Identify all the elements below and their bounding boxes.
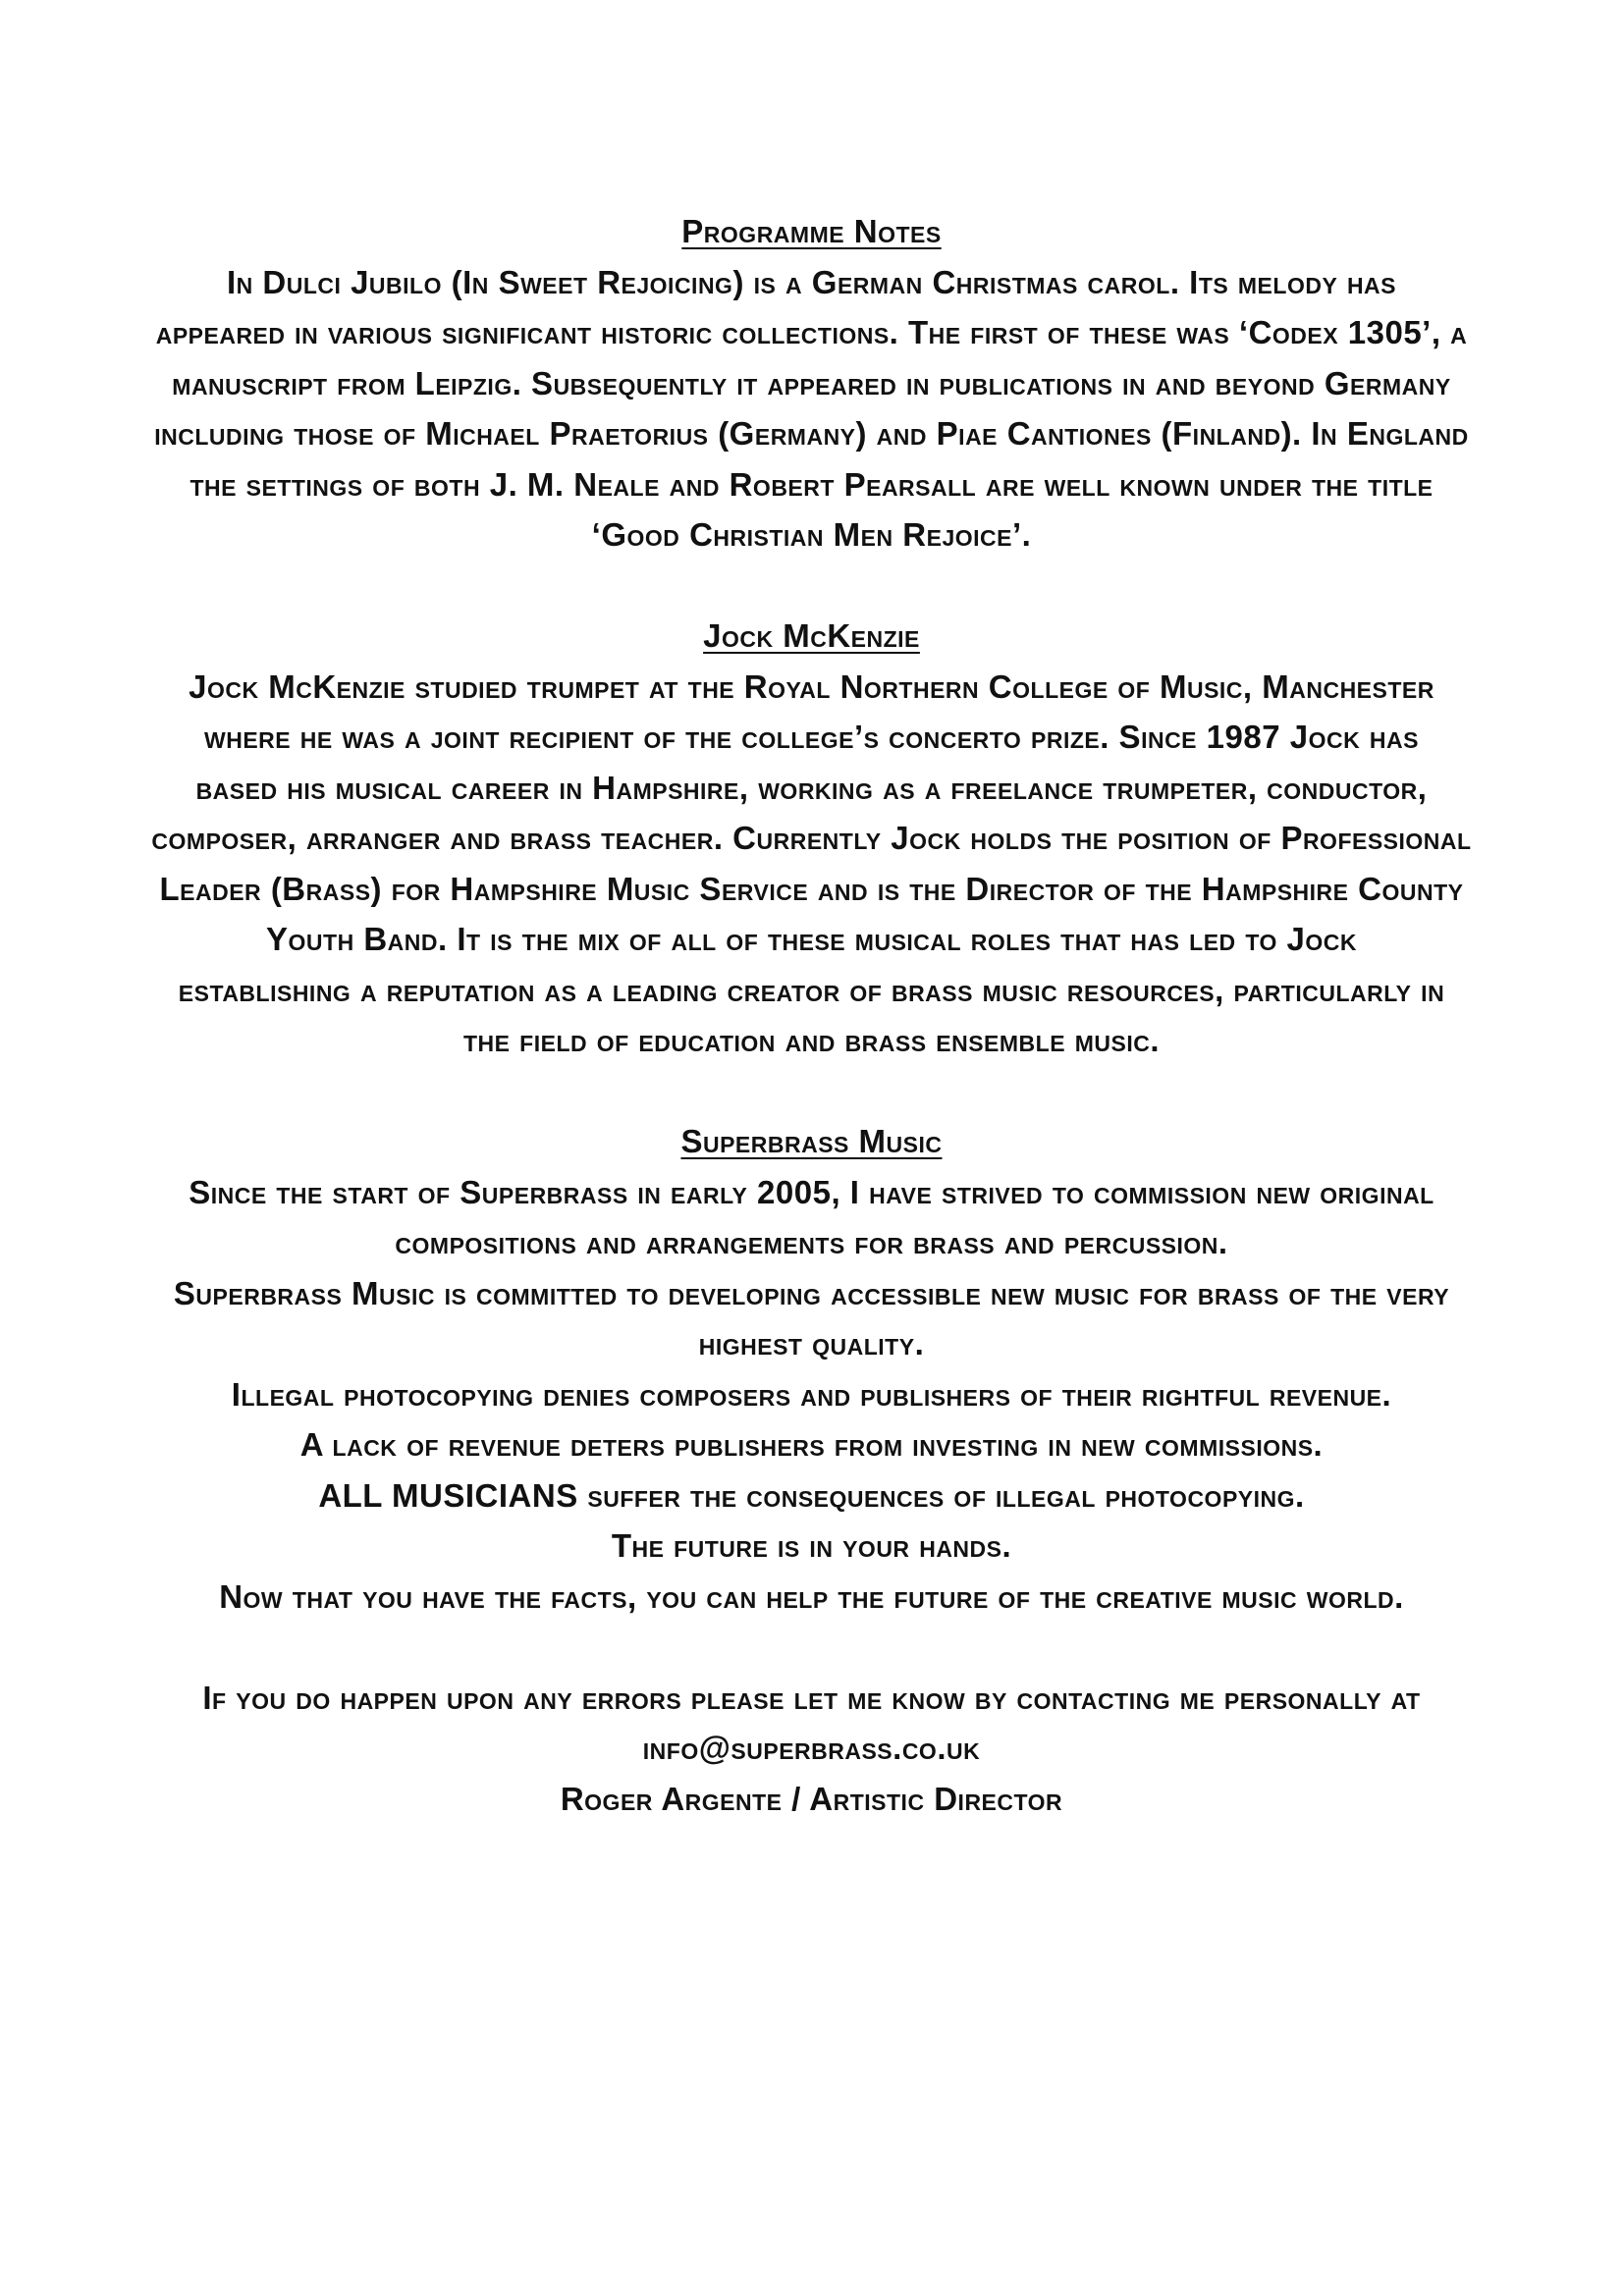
superbrass-music-section (147, 1116, 1476, 1622)
body-line: based his musical career in Hampshire, working as a freelance trumpeter, conductor, (195, 769, 1428, 806)
musicians-rest: suffer the consequences of illegal photocopying. (577, 1476, 1305, 1514)
document-page (147, 206, 1476, 1824)
contact-section (147, 1673, 1476, 1825)
superbrass-music-heading: Superbrass Music (680, 1123, 943, 1159)
body-line: Superbrass Music is committed to developing accessible new music for brass of the very (173, 1274, 1450, 1311)
body-line: Jock McKenzie studied trumpet at the Royal Northern College of Music, Manchester (189, 667, 1434, 705)
body-line: highest quality. (698, 1325, 925, 1362)
body-line: the settings of both J. M. Neale and Robert Pearsall are well known under the title (189, 465, 1434, 503)
body-line: compositions and arrangements for brass and percussion. (395, 1224, 1228, 1260)
body-line: Illegal photocopying denies composers and publishers of their rightful revenue. (231, 1375, 1392, 1413)
body-line: The future is in your hands. (611, 1527, 1012, 1564)
body-line: ‘Good Christian Men Rejoice’. (591, 516, 1032, 553)
body-line: Since the start of Superbrass in early 2005, I have strived to commission new original (189, 1173, 1434, 1210)
body-line: where he was a joint recipient of the college’s concerto prize. Since 1987 Jock has (204, 719, 1419, 755)
section-spacer (147, 1622, 1476, 1673)
contact-line: If you do happen upon any errors please let me know by contacting me personally at (202, 1679, 1421, 1716)
body-line: the field of education and brass ensemble music. (463, 1022, 1160, 1058)
musicians-line (147, 1470, 1476, 1522)
body-line: composer, arranger and brass teacher. Currently Jock holds the position of Professional (151, 820, 1472, 856)
contact-email[interactable]: info@superbrass.co.uk (642, 1730, 981, 1766)
signature: Roger Argente / Artistic Director (560, 1780, 1063, 1817)
body-line: establishing a reputation as a leading creator of brass music resources, particularly in (178, 971, 1445, 1008)
musicians-emphasis: ALL MUSICIANS (318, 1476, 578, 1514)
body-line: appeared in various significant historic collections. The first of these was ‘Codex 1305’, a (155, 314, 1468, 350)
body-line: A lack of revenue deters publishers from investing in new commissions. (299, 1426, 1324, 1463)
body-line: In Dulci Jubilo (In Sweet Rejoicing) is a German Christmas carol. Its melody has (226, 263, 1397, 300)
section-spacer (147, 561, 1476, 612)
body-line: Youth Band. It is the mix of all of these musical roles that has led to Jock (266, 921, 1357, 957)
body-line: Now that you have the facts, you can help the future of the creative music world. (219, 1577, 1404, 1615)
jock-mckenzie-heading: Jock McKenzie (703, 617, 920, 654)
section-spacer (147, 1066, 1476, 1117)
jock-mckenzie-section (147, 611, 1476, 1066)
body-line: including those of Michael Praetorius (Germany) and Piae Cantiones (Finland). In England (154, 415, 1469, 452)
body-line: Leader (Brass) for Hampshire Music Service and is the Director of the Hampshire County (159, 870, 1464, 907)
programme-notes-section (147, 206, 1476, 561)
programme-notes-heading: Programme Notes (681, 213, 942, 249)
body-line: manuscript from Leipzig. Subsequently it appeared in publications in and beyond Germany (172, 364, 1451, 401)
